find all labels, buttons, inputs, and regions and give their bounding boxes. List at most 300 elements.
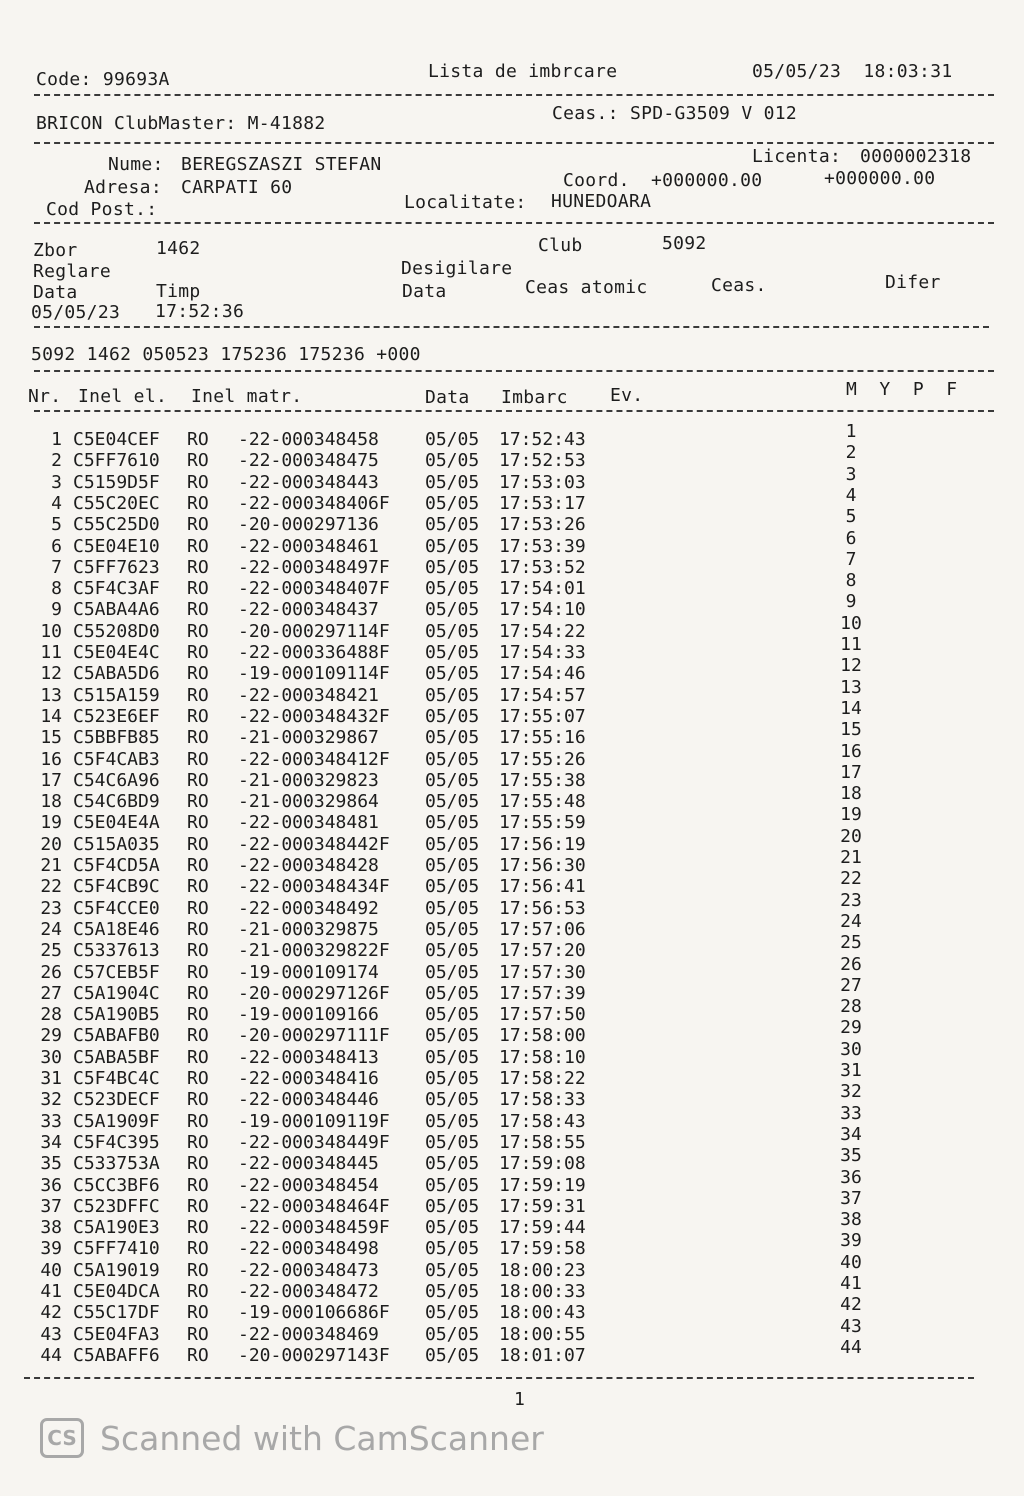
ring-matriculation: -22-000348492	[238, 897, 379, 919]
entry-date: 05/05	[425, 492, 480, 514]
entry-time: 17:53:52	[499, 556, 586, 578]
country-code: RO	[187, 705, 209, 727]
entry-date: 05/05	[425, 791, 480, 813]
coord-y: +000000.00	[824, 168, 936, 189]
desigilare-date-label: Data	[402, 281, 447, 302]
entry-time: 17:53:39	[499, 535, 586, 557]
table-row	[0, 1336, 1024, 1367]
m-column: 26	[840, 953, 862, 975]
ring-matriculation: -22-000348449F	[238, 1131, 390, 1153]
m-column: 1	[845, 421, 857, 442]
entry-date: 05/05	[425, 1131, 480, 1153]
country-code: RO	[187, 940, 209, 962]
ring-matriculation: -20-000297114F	[238, 620, 390, 642]
electronic-ring: C5E04CEF	[73, 429, 160, 450]
row-number: 16	[40, 748, 62, 770]
license-label: Licenta:	[752, 146, 842, 167]
ring-matriculation: -22-000348497F	[238, 556, 390, 578]
m-column: 18	[840, 783, 862, 805]
electronic-ring: C523DFFC	[73, 1195, 160, 1217]
m-column: 2	[845, 442, 857, 464]
country-code: RO	[187, 514, 209, 536]
country-code: RO	[187, 791, 209, 813]
ring-matriculation: -20-000297111F	[238, 1025, 390, 1047]
system-id: BRICON ClubMaster: M-41882	[36, 113, 326, 134]
ring-matriculation: -19-000109119F	[238, 1110, 390, 1132]
entry-date: 05/05	[425, 876, 480, 898]
entry-date: 05/05	[425, 1068, 480, 1089]
entry-date: 05/05	[425, 855, 480, 876]
reglare-time: 17:52:36	[155, 301, 245, 322]
entry-time: 17:54:57	[499, 684, 586, 706]
electronic-ring: C5A190B5	[73, 1004, 160, 1026]
zbor-number: 1462	[156, 238, 201, 259]
entry-date: 05/05	[425, 663, 480, 685]
entry-time: 17:56:19	[499, 833, 586, 855]
electronic-ring: C5F4CCE0	[73, 897, 160, 919]
country-code: RO	[187, 1174, 209, 1196]
entry-time: 17:59:58	[499, 1238, 586, 1260]
col-inel-matr: Inel matr.	[191, 386, 303, 407]
electronic-ring: C5A190E3	[73, 1217, 160, 1239]
entry-date: 05/05	[425, 642, 480, 663]
row-number: 31	[40, 1068, 62, 1089]
m-column: 40	[840, 1251, 862, 1273]
m-column: 13	[840, 676, 862, 698]
country-code: RO	[187, 727, 209, 749]
row-number: 19	[40, 812, 62, 834]
entry-time: 17:53:17	[499, 492, 586, 514]
entry-time: 17:57:50	[499, 1004, 586, 1026]
electronic-ring: C5A1904C	[73, 982, 160, 1004]
electronic-ring: C5E04DCA	[73, 1281, 160, 1302]
clock-label: Ceas.	[711, 275, 767, 296]
row-number: 38	[40, 1217, 62, 1239]
print-datetime: 05/05/23 18:03:31	[752, 61, 953, 82]
country-code: RO	[187, 1195, 209, 1217]
electronic-ring: C57CEB5F	[73, 961, 160, 983]
entry-date: 05/05	[425, 1302, 480, 1324]
m-column: 3	[845, 463, 857, 485]
row-number: 3	[51, 471, 62, 493]
entry-date: 05/05	[425, 812, 480, 834]
country-code: RO	[187, 1025, 209, 1047]
country-code: RO	[187, 578, 209, 600]
entry-date: 05/05	[425, 705, 480, 727]
row-number: 25	[40, 940, 62, 962]
country-code: RO	[187, 1110, 209, 1132]
ring-matriculation: -21-000329823	[238, 769, 379, 791]
m-column: 14	[840, 697, 862, 719]
country-code: RO	[187, 1323, 209, 1345]
col-inel-el: Inel el.	[78, 386, 168, 407]
electronic-ring: C5159D5F	[73, 471, 160, 493]
m-column: 37	[840, 1187, 862, 1209]
country-code: RO	[187, 1238, 209, 1260]
country-code: RO	[187, 684, 209, 706]
row-number: 33	[40, 1110, 62, 1132]
entry-date: 05/05	[425, 556, 480, 578]
entry-date: 05/05	[425, 727, 480, 749]
difference-label: Difer	[885, 272, 941, 293]
electronic-ring: C5F4C395	[73, 1131, 160, 1153]
entry-date: 05/05	[425, 940, 480, 962]
entry-time: 18:00:33	[499, 1281, 586, 1302]
entry-date: 05/05	[425, 535, 480, 557]
owner-address-label: Adresa:	[84, 177, 162, 198]
summary-line: 5092 1462 050523 175236 175236 +000	[31, 344, 421, 365]
reglare-label: Reglare	[33, 261, 111, 282]
entry-date: 05/05	[425, 514, 480, 536]
row-number: 12	[40, 663, 62, 685]
entry-date: 05/05	[425, 1110, 480, 1132]
ring-matriculation: -22-000348412F	[238, 748, 390, 770]
country-code: RO	[187, 897, 209, 919]
electronic-ring: C523E6EF	[73, 705, 160, 727]
ring-matriculation: -22-000348458	[238, 429, 379, 450]
entry-date: 05/05	[425, 897, 480, 919]
m-column: 17	[840, 761, 862, 783]
ring-matriculation: -22-000348461	[238, 535, 379, 557]
entry-date: 05/05	[425, 982, 480, 1004]
entry-date: 05/05	[425, 1195, 480, 1217]
entry-date: 05/05	[425, 1174, 480, 1196]
electronic-ring: C55C20EC	[73, 492, 160, 514]
ring-matriculation: -22-000348445	[238, 1153, 379, 1175]
electronic-ring: C5E04FA3	[73, 1323, 160, 1345]
row-number: 26	[40, 961, 62, 983]
electronic-ring: C5337613	[73, 940, 160, 962]
entry-time: 17:58:33	[499, 1089, 586, 1111]
entry-time: 17:56:41	[499, 876, 586, 898]
country-code: RO	[187, 620, 209, 642]
row-number: 42	[40, 1302, 62, 1324]
entry-time: 17:55:59	[499, 812, 586, 834]
row-number: 8	[51, 578, 62, 600]
row-number: 27	[40, 982, 62, 1004]
entry-date: 05/05	[425, 918, 480, 940]
row-number: 35	[40, 1153, 62, 1175]
entry-time: 18:00:23	[499, 1259, 586, 1281]
ring-matriculation: -22-000348464F	[238, 1195, 390, 1217]
entry-time: 17:55:16	[499, 727, 586, 749]
entry-time: 17:54:46	[499, 663, 586, 685]
entry-time: 18:01:07	[499, 1344, 586, 1366]
electronic-ring: C54C6A96	[73, 769, 160, 791]
entry-date: 05/05	[425, 1153, 480, 1175]
row-number: 15	[40, 727, 62, 749]
divider	[34, 410, 994, 412]
entry-time: 17:55:07	[499, 705, 586, 727]
row-number: 6	[51, 535, 62, 557]
m-column: 32	[840, 1081, 862, 1103]
country-code: RO	[187, 450, 209, 472]
entry-date: 05/05	[425, 1004, 480, 1026]
entry-date: 05/05	[425, 578, 480, 600]
m-column: 31	[840, 1060, 862, 1081]
entry-date: 05/05	[425, 1281, 480, 1302]
electronic-ring: C523DECF	[73, 1089, 160, 1111]
ring-matriculation: -22-000348406F	[238, 492, 390, 514]
electronic-ring: C5BBFB85	[73, 727, 160, 749]
row-number: 11	[40, 642, 62, 663]
reglare-date: 05/05/23	[31, 302, 121, 323]
m-column: 8	[845, 570, 857, 592]
country-code: RO	[187, 1302, 209, 1324]
electronic-ring: C54C6BD9	[73, 791, 160, 813]
col-data: Data	[425, 387, 470, 408]
country-code: RO	[187, 1004, 209, 1026]
owner-address: CARPATI 60	[181, 177, 293, 198]
m-column: 38	[840, 1209, 862, 1231]
entry-date: 05/05	[425, 1344, 480, 1366]
row-number: 39	[40, 1238, 62, 1260]
country-code: RO	[187, 855, 209, 876]
row-number: 1	[51, 429, 62, 450]
row-number: 36	[40, 1174, 62, 1196]
electronic-ring: C55C25D0	[73, 514, 160, 536]
entry-time: 17:59:19	[499, 1174, 586, 1196]
country-code: RO	[187, 918, 209, 940]
m-column: 33	[840, 1102, 862, 1124]
electronic-ring: C5A19019	[73, 1259, 160, 1281]
divider	[24, 1377, 974, 1379]
country-code: RO	[187, 1281, 209, 1302]
camscanner-text: Scanned with CamScanner	[100, 1419, 544, 1458]
atomic-clock-label: Ceas atomic	[525, 277, 648, 298]
electronic-ring: C55208D0	[73, 620, 160, 642]
country-code: RO	[187, 492, 209, 514]
club-number: 5092	[662, 233, 707, 254]
m-column: 9	[845, 591, 857, 613]
entry-time: 17:54:33	[499, 642, 586, 663]
entry-date: 05/05	[425, 1259, 480, 1281]
electronic-ring: C5E04E10	[73, 535, 160, 557]
electronic-ring: C5F4C3AF	[73, 578, 160, 600]
entry-time: 17:56:53	[499, 897, 586, 919]
row-number: 17	[40, 769, 62, 791]
m-column: 6	[845, 527, 857, 549]
row-number: 14	[40, 705, 62, 727]
entry-date: 05/05	[425, 1089, 480, 1111]
row-number: 23	[40, 897, 62, 919]
ring-matriculation: -19-000109166	[238, 1004, 379, 1026]
country-code: RO	[187, 961, 209, 983]
electronic-ring: C5A18E46	[73, 918, 160, 940]
entry-time: 17:55:48	[499, 791, 586, 813]
coord-x: +000000.00	[651, 170, 763, 191]
entry-date: 05/05	[425, 1238, 480, 1260]
m-column: 11	[840, 634, 862, 655]
divider	[34, 326, 989, 328]
electronic-ring: C515A159	[73, 684, 160, 706]
country-code: RO	[187, 1046, 209, 1068]
m-column: 28	[840, 996, 862, 1018]
entry-time: 17:55:26	[499, 748, 586, 770]
entry-time: 17:59:44	[499, 1217, 586, 1239]
m-column: 30	[840, 1038, 862, 1060]
row-number: 13	[40, 684, 62, 706]
electronic-ring: C5A1909F	[73, 1110, 160, 1132]
ring-matriculation: -21-000329875	[238, 918, 379, 940]
divider	[34, 222, 994, 224]
ring-matriculation: -21-000329864	[238, 791, 379, 813]
country-code: RO	[187, 1217, 209, 1239]
row-number: 21	[40, 855, 62, 876]
row-number: 29	[40, 1025, 62, 1047]
ring-matriculation: -22-000348434F	[238, 876, 390, 898]
country-code: RO	[187, 833, 209, 855]
country-code: RO	[187, 599, 209, 621]
m-column: 5	[845, 506, 857, 528]
country-code: RO	[187, 1131, 209, 1153]
code-label: Code: 99693A	[36, 69, 170, 90]
row-number: 22	[40, 876, 62, 898]
page-number: 1	[514, 1389, 526, 1410]
row-number: 41	[40, 1281, 62, 1302]
ring-matriculation: -20-000297136	[238, 514, 379, 536]
ring-matriculation: -22-000348437	[238, 599, 379, 621]
m-column: 20	[840, 825, 862, 847]
entry-time: 17:58:00	[499, 1025, 586, 1047]
row-number: 40	[40, 1259, 62, 1281]
electronic-ring: C5FF7610	[73, 450, 160, 472]
m-column: 44	[840, 1336, 862, 1358]
m-column: 29	[840, 1017, 862, 1039]
row-number: 44	[40, 1344, 62, 1366]
row-number: 9	[51, 599, 62, 621]
m-column: 42	[840, 1294, 862, 1316]
electronic-ring: C515A035	[73, 833, 160, 855]
m-column: 25	[840, 932, 862, 954]
country-code: RO	[187, 556, 209, 578]
col-ev: Ev.	[610, 385, 644, 406]
entry-time: 18:00:43	[499, 1302, 586, 1324]
m-column: 27	[840, 974, 862, 996]
m-column: 35	[840, 1145, 862, 1167]
entry-date: 05/05	[425, 769, 480, 791]
ring-matriculation: -19-000106686F	[238, 1302, 390, 1324]
m-column: 16	[840, 740, 862, 762]
country-code: RO	[187, 982, 209, 1004]
m-column: 10	[840, 612, 862, 634]
zbor-label: Zbor	[33, 240, 78, 261]
entry-time: 17:57:39	[499, 982, 586, 1004]
country-code: RO	[187, 663, 209, 685]
entry-time: 17:55:38	[499, 769, 586, 791]
entry-time: 17:58:55	[499, 1131, 586, 1153]
row-number: 34	[40, 1131, 62, 1153]
entry-time: 17:53:03	[499, 471, 586, 493]
entry-date: 05/05	[425, 833, 480, 855]
divider	[34, 94, 994, 96]
electronic-ring: C5F4CB9C	[73, 876, 160, 898]
country-code: RO	[187, 1344, 209, 1366]
entry-time: 17:54:22	[499, 620, 586, 642]
ring-matriculation: -22-000348446	[238, 1089, 379, 1111]
row-number: 24	[40, 918, 62, 940]
country-code: RO	[187, 1089, 209, 1111]
entry-time: 17:54:01	[499, 578, 586, 600]
ring-matriculation: -22-000348407F	[238, 578, 390, 600]
entry-date: 05/05	[425, 429, 480, 450]
entry-time: 17:58:22	[499, 1068, 586, 1089]
country-code: RO	[187, 429, 209, 450]
entry-time: 17:58:43	[499, 1110, 586, 1132]
row-number: 7	[51, 556, 62, 578]
electronic-ring: C533753A	[73, 1153, 160, 1175]
license-number: 0000002318	[860, 146, 972, 167]
country-code: RO	[187, 769, 209, 791]
ring-matriculation: -22-000348459F	[238, 1217, 390, 1239]
electronic-ring: C5ABA5BF	[73, 1046, 160, 1068]
ring-matriculation: -22-000348416	[238, 1068, 379, 1089]
electronic-ring: C5E04E4A	[73, 812, 160, 834]
entry-date: 05/05	[425, 1046, 480, 1068]
m-column: 41	[840, 1273, 862, 1294]
electronic-ring: C5F4BC4C	[73, 1068, 160, 1089]
entry-date: 05/05	[425, 684, 480, 706]
m-column: 24	[840, 910, 862, 932]
ring-matriculation: -19-000109174	[238, 961, 379, 983]
entry-time: 17:59:31	[499, 1195, 586, 1217]
ring-matriculation: -22-000348472	[238, 1281, 379, 1302]
electronic-ring: C5ABAFF6	[73, 1344, 160, 1366]
entry-time: 17:57:20	[499, 940, 586, 962]
entry-time: 17:54:10	[499, 599, 586, 621]
entry-time: 17:57:30	[499, 961, 586, 983]
m-column: 36	[840, 1166, 862, 1188]
ring-matriculation: -20-000297126F	[238, 982, 390, 1004]
entry-date: 05/05	[425, 1217, 480, 1239]
row-number: 32	[40, 1089, 62, 1111]
country-code: RO	[187, 471, 209, 493]
m-column: 15	[840, 719, 862, 741]
desigilare-label: Desigilare	[401, 258, 513, 279]
divider	[34, 370, 994, 372]
camscanner-watermark	[40, 1414, 560, 1464]
m-column: 21	[840, 847, 862, 868]
reglare-date-label: Data	[33, 282, 78, 303]
electronic-ring: C5ABA4A6	[73, 599, 160, 621]
row-number: 30	[40, 1046, 62, 1068]
entry-date: 05/05	[425, 1025, 480, 1047]
m-column: 4	[845, 484, 857, 506]
ring-matriculation: -22-000348428	[238, 855, 379, 876]
col-nr: Nr.	[28, 386, 62, 407]
col-imbarc: Imbarc	[501, 387, 568, 408]
entry-date: 05/05	[425, 450, 480, 472]
ring-matriculation: -21-000329822F	[238, 940, 390, 962]
ring-matriculation: -20-000297143F	[238, 1344, 390, 1366]
reglare-time-label: Timp	[156, 281, 201, 302]
electronic-ring: C55C17DF	[73, 1302, 160, 1324]
country-code: RO	[187, 642, 209, 663]
ring-matriculation: -22-000348442F	[238, 833, 390, 855]
entry-date: 05/05	[425, 748, 480, 770]
row-number: 4	[51, 492, 62, 514]
ring-matriculation: -22-000348481	[238, 812, 379, 834]
entry-date: 05/05	[425, 599, 480, 621]
electronic-ring: C5ABAFB0	[73, 1025, 160, 1047]
row-number: 18	[40, 791, 62, 813]
locality-label: Localitate:	[404, 192, 527, 213]
camscanner-logo: CS	[40, 1418, 84, 1458]
m-column: 12	[840, 655, 862, 677]
country-code: RO	[187, 1259, 209, 1281]
country-code: RO	[187, 535, 209, 557]
entry-time: 17:52:53	[499, 450, 586, 472]
